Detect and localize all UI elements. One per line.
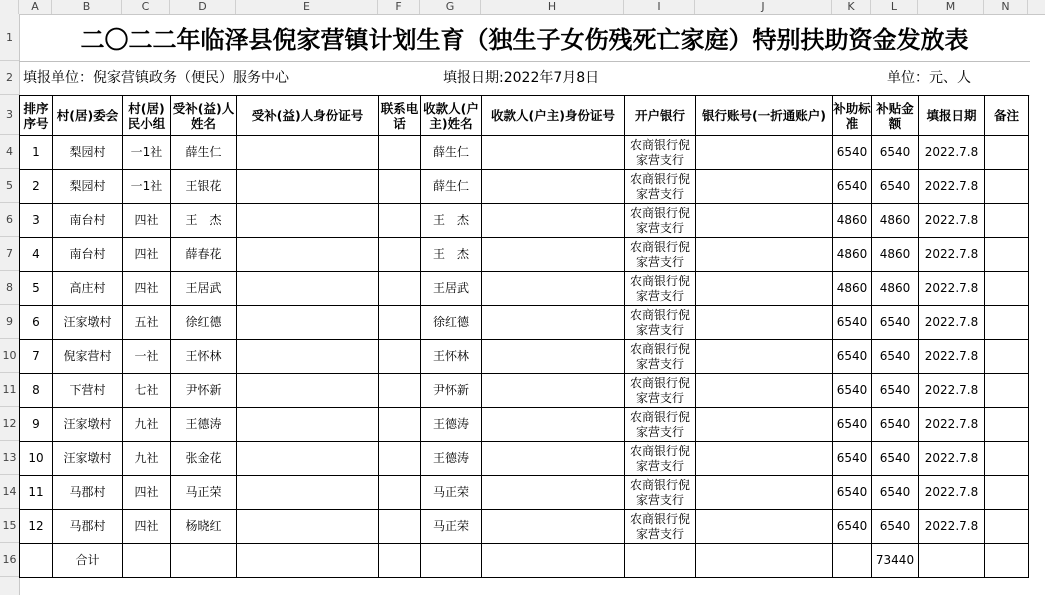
column-header-c[interactable]: C — [122, 0, 170, 14]
bank-cell[interactable]: 农商银行倪家营支行 — [625, 170, 696, 204]
standard-cell[interactable]: 6540 — [833, 374, 872, 408]
header-cell[interactable]: 备注 — [985, 96, 1029, 136]
phone-cell[interactable] — [379, 408, 421, 442]
phone-cell[interactable] — [379, 476, 421, 510]
amount-cell[interactable]: 6540 — [872, 510, 919, 544]
account-cell[interactable] — [696, 408, 833, 442]
village-cell[interactable]: 倪家营村 — [53, 340, 123, 374]
serial-cell[interactable]: 2 — [20, 170, 53, 204]
bank-cell[interactable]: 农商银行倪家营支行 — [625, 204, 696, 238]
bank-cell[interactable]: 农商银行倪家营支行 — [625, 476, 696, 510]
date-cell[interactable]: 2022.7.8 — [919, 340, 985, 374]
payee-name-cell[interactable]: 王德涛 — [421, 408, 482, 442]
row-header-10[interactable]: 10 — [0, 339, 19, 373]
village-cell[interactable]: 南台村 — [53, 204, 123, 238]
standard-cell[interactable]: 6540 — [833, 340, 872, 374]
payee-name-cell[interactable]: 王怀林 — [421, 340, 482, 374]
group-cell[interactable]: 一1社 — [123, 170, 171, 204]
header-cell[interactable]: 收款人(户主)身份证号 — [482, 96, 625, 136]
beneficiary-id-cell[interactable] — [237, 306, 379, 340]
account-cell[interactable] — [696, 238, 833, 272]
total-blank-cell[interactable] — [20, 544, 53, 578]
remark-cell[interactable] — [985, 476, 1029, 510]
group-cell[interactable]: 一社 — [123, 340, 171, 374]
header-cell[interactable]: 受补(益)人身份证号 — [237, 96, 379, 136]
amount-cell[interactable]: 6540 — [872, 408, 919, 442]
account-cell[interactable] — [696, 510, 833, 544]
row-header-11[interactable]: 11 — [0, 373, 19, 407]
column-header-k[interactable]: K — [832, 0, 871, 14]
serial-cell[interactable]: 9 — [20, 408, 53, 442]
payee-id-cell[interactable] — [482, 476, 625, 510]
worksheet[interactable] — [19, 14, 1045, 595]
beneficiary-id-cell[interactable] — [237, 136, 379, 170]
payee-id-cell[interactable] — [482, 408, 625, 442]
account-cell[interactable] — [696, 136, 833, 170]
amount-cell[interactable]: 6540 — [872, 476, 919, 510]
beneficiary-name-cell[interactable]: 薛生仁 — [171, 136, 237, 170]
village-cell[interactable]: 汪家墩村 — [53, 306, 123, 340]
payee-name-cell[interactable]: 薛生仁 — [421, 170, 482, 204]
account-cell[interactable] — [696, 476, 833, 510]
phone-cell[interactable] — [379, 442, 421, 476]
payee-id-cell[interactable] — [482, 272, 625, 306]
payee-name-cell[interactable]: 马正荣 — [421, 510, 482, 544]
account-cell[interactable] — [696, 272, 833, 306]
beneficiary-name-cell[interactable]: 王 杰 — [171, 204, 237, 238]
standard-cell[interactable]: 6540 — [833, 510, 872, 544]
table-row — [20, 442, 1029, 476]
village-cell[interactable]: 汪家墩村 — [53, 442, 123, 476]
table-row — [20, 204, 1029, 238]
table-row — [20, 340, 1029, 374]
date-cell[interactable]: 2022.7.8 — [919, 408, 985, 442]
amount-cell[interactable]: 6540 — [872, 136, 919, 170]
beneficiary-name-cell[interactable]: 杨晓红 — [171, 510, 237, 544]
total-blank-cell[interactable] — [482, 544, 625, 578]
payee-id-cell[interactable] — [482, 510, 625, 544]
row-header-2[interactable]: 2 — [0, 61, 19, 95]
beneficiary-id-cell[interactable] — [237, 374, 379, 408]
row-header-3[interactable]: 3 — [0, 95, 19, 135]
bank-cell[interactable]: 农商银行倪家营支行 — [625, 136, 696, 170]
column-header-m[interactable]: M — [918, 0, 984, 14]
beneficiary-name-cell[interactable]: 徐红德 — [171, 306, 237, 340]
phone-cell[interactable] — [379, 170, 421, 204]
phone-cell[interactable] — [379, 510, 421, 544]
table-row — [20, 272, 1029, 306]
date-cell[interactable]: 2022.7.8 — [919, 306, 985, 340]
bank-cell[interactable]: 农商银行倪家营支行 — [625, 340, 696, 374]
standard-cell[interactable]: 6540 — [833, 408, 872, 442]
group-cell[interactable]: 一1社 — [123, 136, 171, 170]
column-header-j[interactable]: J — [695, 0, 832, 14]
table-row — [20, 306, 1029, 340]
beneficiary-name-cell[interactable]: 马正荣 — [171, 476, 237, 510]
bank-cell[interactable]: 农商银行倪家营支行 — [625, 272, 696, 306]
row-header-7[interactable]: 7 — [0, 237, 19, 271]
village-cell[interactable]: 马郡村 — [53, 510, 123, 544]
payee-id-cell[interactable] — [482, 442, 625, 476]
sheet-title: 二〇二二年临泽县倪家营镇计划生育（独生子女伤残死亡家庭）特别扶助资金发放表 — [19, 14, 1030, 62]
column-header-i[interactable]: I — [624, 0, 695, 14]
amount-cell[interactable]: 4860 — [872, 272, 919, 306]
table-row — [20, 136, 1029, 170]
account-cell[interactable] — [696, 170, 833, 204]
remark-cell[interactable] — [985, 374, 1029, 408]
account-cell[interactable] — [696, 204, 833, 238]
remark-cell[interactable] — [985, 306, 1029, 340]
header-cell[interactable]: 补贴金额 — [872, 96, 919, 136]
serial-cell[interactable]: 5 — [20, 272, 53, 306]
payee-id-cell[interactable] — [482, 204, 625, 238]
amount-cell[interactable]: 4860 — [872, 238, 919, 272]
group-cell[interactable]: 九社 — [123, 408, 171, 442]
serial-cell[interactable]: 11 — [20, 476, 53, 510]
row-header-9[interactable]: 9 — [0, 305, 19, 339]
phone-cell[interactable] — [379, 340, 421, 374]
phone-cell[interactable] — [379, 374, 421, 408]
village-cell[interactable]: 下营村 — [53, 374, 123, 408]
standard-cell[interactable]: 4860 — [833, 272, 872, 306]
phone-cell[interactable] — [379, 204, 421, 238]
table-row — [20, 374, 1029, 408]
payee-name-cell[interactable]: 马正荣 — [421, 476, 482, 510]
remark-cell[interactable] — [985, 136, 1029, 170]
bank-cell[interactable]: 农商银行倪家营支行 — [625, 238, 696, 272]
column-header-h[interactable]: H — [481, 0, 624, 14]
remark-cell[interactable] — [985, 170, 1029, 204]
total-blank-cell[interactable] — [123, 544, 171, 578]
header-cell[interactable]: 村(居)委会 — [53, 96, 123, 136]
standard-cell[interactable]: 6540 — [833, 442, 872, 476]
total-blank-cell[interactable] — [985, 544, 1029, 578]
remark-cell[interactable] — [985, 442, 1029, 476]
standard-cell[interactable]: 6540 — [833, 170, 872, 204]
village-cell[interactable]: 梨园村 — [53, 170, 123, 204]
group-cell[interactable]: 四社 — [123, 510, 171, 544]
standard-cell[interactable]: 4860 — [833, 204, 872, 238]
row-header-16[interactable]: 16 — [0, 543, 19, 577]
row-header-14[interactable]: 14 — [0, 475, 19, 509]
row-header-5[interactable]: 5 — [0, 169, 19, 203]
serial-cell[interactable]: 7 — [20, 340, 53, 374]
info-row — [19, 61, 1030, 96]
reporting-date: 填报日期:2022年7月8日 — [443, 70, 600, 86]
remark-cell[interactable] — [985, 340, 1029, 374]
group-cell[interactable]: 四社 — [123, 204, 171, 238]
beneficiary-name-cell[interactable]: 薛春花 — [171, 238, 237, 272]
total-blank-cell[interactable] — [421, 544, 482, 578]
remark-cell[interactable] — [985, 204, 1029, 238]
select-all-corner[interactable] — [0, 0, 19, 14]
account-cell[interactable] — [696, 306, 833, 340]
beneficiary-id-cell[interactable] — [237, 272, 379, 306]
beneficiary-id-cell[interactable] — [237, 170, 379, 204]
remark-cell[interactable] — [985, 510, 1029, 544]
reporting-unit: 填报单位：倪家营镇政务（便民）服务中心 — [23, 70, 289, 86]
date-cell[interactable]: 2022.7.8 — [919, 272, 985, 306]
amount-cell[interactable]: 6540 — [872, 340, 919, 374]
standard-cell[interactable]: 6540 — [833, 136, 872, 170]
account-cell[interactable] — [696, 442, 833, 476]
beneficiary-name-cell[interactable]: 王银花 — [171, 170, 237, 204]
date-cell[interactable]: 2022.7.8 — [919, 510, 985, 544]
serial-cell[interactable]: 8 — [20, 374, 53, 408]
total-row — [20, 544, 1029, 578]
total-blank-cell[interactable] — [237, 544, 379, 578]
serial-cell[interactable]: 4 — [20, 238, 53, 272]
data-table — [19, 95, 1029, 578]
payee-id-cell[interactable] — [482, 238, 625, 272]
date-cell[interactable]: 2022.7.8 — [919, 238, 985, 272]
payee-name-cell[interactable]: 尹怀新 — [421, 374, 482, 408]
total-amount-cell[interactable]: 73440 — [872, 544, 919, 578]
beneficiary-id-cell[interactable] — [237, 510, 379, 544]
standard-cell[interactable]: 4860 — [833, 238, 872, 272]
column-header-g[interactable]: G — [420, 0, 481, 14]
total-blank-cell[interactable] — [379, 544, 421, 578]
remark-cell[interactable] — [985, 408, 1029, 442]
beneficiary-name-cell[interactable]: 尹怀新 — [171, 374, 237, 408]
table-header-row — [20, 96, 1029, 136]
serial-cell[interactable]: 12 — [20, 510, 53, 544]
payee-name-cell[interactable]: 徐红德 — [421, 306, 482, 340]
beneficiary-id-cell[interactable] — [237, 340, 379, 374]
account-cell[interactable] — [696, 374, 833, 408]
table-row — [20, 238, 1029, 272]
serial-cell[interactable]: 6 — [20, 306, 53, 340]
date-cell[interactable]: 2022.7.8 — [919, 136, 985, 170]
total-blank-cell[interactable] — [696, 544, 833, 578]
group-cell[interactable]: 五社 — [123, 306, 171, 340]
payee-id-cell[interactable] — [482, 170, 625, 204]
row-header-13[interactable]: 13 — [0, 441, 19, 475]
payee-name-cell[interactable]: 王 杰 — [421, 204, 482, 238]
header-cell[interactable]: 受补(益)人姓名 — [171, 96, 237, 136]
village-cell[interactable]: 马郡村 — [53, 476, 123, 510]
account-cell[interactable] — [696, 340, 833, 374]
table-row — [20, 408, 1029, 442]
date-cell[interactable]: 2022.7.8 — [919, 442, 985, 476]
header-cell[interactable]: 联系电话 — [379, 96, 421, 136]
row-header-bar — [0, 14, 20, 595]
payee-id-cell[interactable] — [482, 340, 625, 374]
bank-cell[interactable]: 农商银行倪家营支行 — [625, 374, 696, 408]
beneficiary-id-cell[interactable] — [237, 476, 379, 510]
payee-id-cell[interactable] — [482, 374, 625, 408]
village-cell[interactable]: 高庄村 — [53, 272, 123, 306]
serial-cell[interactable]: 1 — [20, 136, 53, 170]
column-header-a[interactable]: A — [19, 0, 52, 14]
column-header-f[interactable]: F — [378, 0, 420, 14]
table-row — [20, 510, 1029, 544]
group-cell[interactable]: 四社 — [123, 476, 171, 510]
table-row — [20, 476, 1029, 510]
bank-cell[interactable]: 农商银行倪家营支行 — [625, 510, 696, 544]
header-cell[interactable]: 银行账号(一折通账户) — [696, 96, 833, 136]
header-cell[interactable]: 村(居)民小组 — [123, 96, 171, 136]
phone-cell[interactable] — [379, 272, 421, 306]
row-header-12[interactable]: 12 — [0, 407, 19, 441]
amount-cell[interactable]: 6540 — [872, 442, 919, 476]
payee-name-cell[interactable]: 王居武 — [421, 272, 482, 306]
payee-name-cell[interactable]: 王德涛 — [421, 442, 482, 476]
table-row — [20, 170, 1029, 204]
beneficiary-id-cell[interactable] — [237, 204, 379, 238]
village-cell[interactable]: 梨园村 — [53, 136, 123, 170]
remark-cell[interactable] — [985, 272, 1029, 306]
row-header-8[interactable]: 8 — [0, 271, 19, 305]
payee-name-cell[interactable]: 王 杰 — [421, 238, 482, 272]
group-cell[interactable]: 四社 — [123, 238, 171, 272]
payee-name-cell[interactable]: 薛生仁 — [421, 136, 482, 170]
column-header-b[interactable]: B — [52, 0, 122, 14]
bank-cell[interactable]: 农商银行倪家营支行 — [625, 408, 696, 442]
beneficiary-id-cell[interactable] — [237, 408, 379, 442]
total-blank-cell[interactable] — [625, 544, 696, 578]
date-cell[interactable]: 2022.7.8 — [919, 374, 985, 408]
column-header-d[interactable]: D — [170, 0, 236, 14]
date-cell[interactable]: 2022.7.8 — [919, 170, 985, 204]
group-cell[interactable]: 九社 — [123, 442, 171, 476]
header-cell[interactable]: 填报日期 — [919, 96, 985, 136]
phone-cell[interactable] — [379, 136, 421, 170]
header-cell[interactable]: 排序序号 — [20, 96, 53, 136]
payee-id-cell[interactable] — [482, 306, 625, 340]
total-blank-cell[interactable] — [919, 544, 985, 578]
group-cell[interactable]: 七社 — [123, 374, 171, 408]
amount-cell[interactable]: 6540 — [872, 170, 919, 204]
unit-label: 单位：元、人 — [887, 70, 971, 86]
standard-cell[interactable]: 6540 — [833, 476, 872, 510]
group-cell[interactable]: 四社 — [123, 272, 171, 306]
column-header-n[interactable]: N — [984, 0, 1028, 14]
payee-id-cell[interactable] — [482, 136, 625, 170]
beneficiary-name-cell[interactable]: 张金花 — [171, 442, 237, 476]
total-blank-cell[interactable] — [833, 544, 872, 578]
column-header-l[interactable]: L — [871, 0, 918, 14]
column-header-bar — [0, 0, 1045, 15]
bank-cell[interactable]: 农商银行倪家营支行 — [625, 442, 696, 476]
column-header-e[interactable]: E — [236, 0, 378, 14]
row-header-1[interactable]: 1 — [0, 14, 19, 61]
beneficiary-name-cell[interactable]: 王居武 — [171, 272, 237, 306]
date-cell[interactable]: 2022.7.8 — [919, 204, 985, 238]
beneficiary-name-cell[interactable]: 王怀林 — [171, 340, 237, 374]
village-cell[interactable]: 汪家墩村 — [53, 408, 123, 442]
standard-cell[interactable]: 6540 — [833, 306, 872, 340]
remark-cell[interactable] — [985, 238, 1029, 272]
amount-cell[interactable]: 6540 — [872, 374, 919, 408]
date-cell[interactable]: 2022.7.8 — [919, 476, 985, 510]
bank-cell[interactable]: 农商银行倪家营支行 — [625, 306, 696, 340]
header-cell[interactable]: 收款人(户主)姓名 — [421, 96, 482, 136]
beneficiary-id-cell[interactable] — [237, 442, 379, 476]
phone-cell[interactable] — [379, 238, 421, 272]
serial-cell[interactable]: 10 — [20, 442, 53, 476]
beneficiary-name-cell[interactable]: 王德涛 — [171, 408, 237, 442]
header-cell[interactable]: 补助标准 — [833, 96, 872, 136]
phone-cell[interactable] — [379, 306, 421, 340]
row-header-4[interactable]: 4 — [0, 135, 19, 169]
village-cell[interactable]: 南台村 — [53, 238, 123, 272]
amount-cell[interactable]: 4860 — [872, 204, 919, 238]
amount-cell[interactable]: 6540 — [872, 306, 919, 340]
header-cell[interactable]: 开户银行 — [625, 96, 696, 136]
beneficiary-id-cell[interactable] — [237, 238, 379, 272]
row-header-15[interactable]: 15 — [0, 509, 19, 543]
total-blank-cell[interactable] — [171, 544, 237, 578]
total-label-cell[interactable]: 合计 — [53, 544, 123, 578]
serial-cell[interactable]: 3 — [20, 204, 53, 238]
row-header-6[interactable]: 6 — [0, 203, 19, 237]
